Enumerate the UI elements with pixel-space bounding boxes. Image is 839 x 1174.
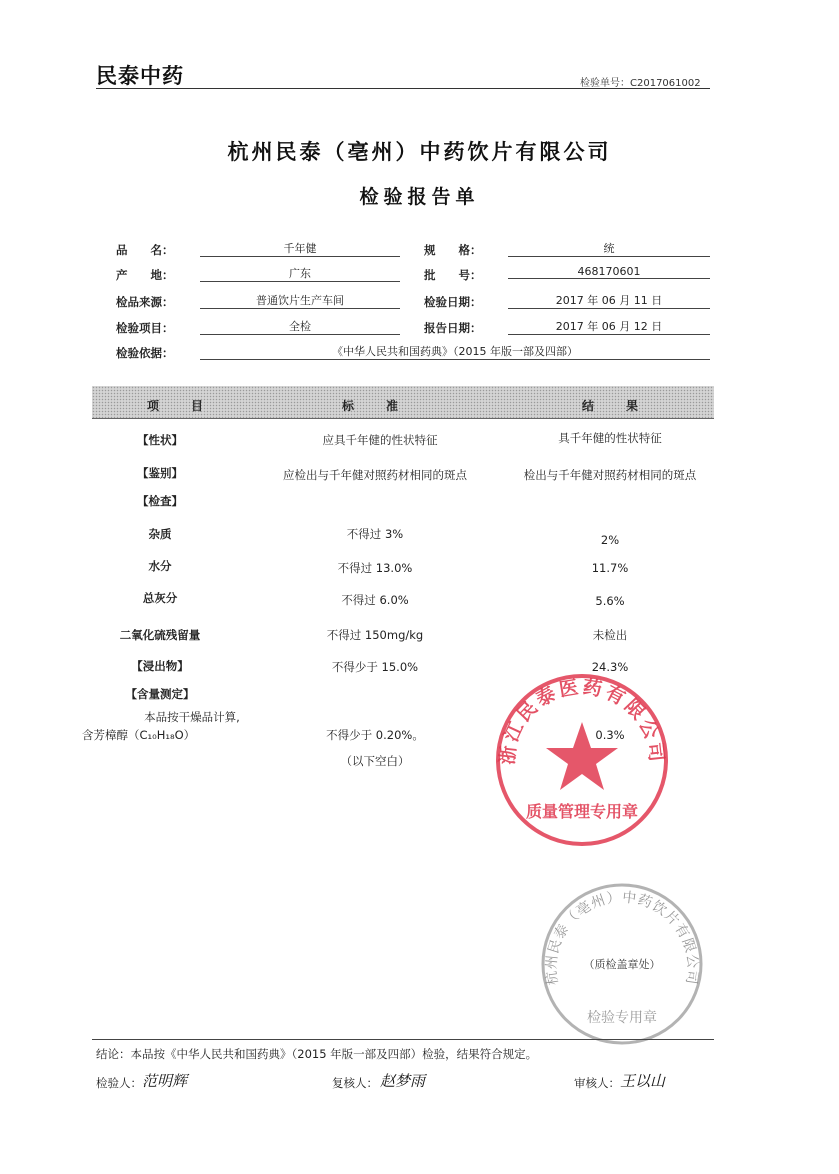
document-title: 检验报告单 — [359, 186, 480, 208]
row-item: 杂质 — [148, 527, 172, 541]
name-label: 品 名： — [116, 243, 174, 257]
inspect-date-value: 2017 年 06 月 11 日 — [508, 292, 710, 309]
spec-label: 规 格： — [424, 243, 482, 257]
origin-value: 广东 — [200, 265, 400, 282]
row-result: 24.3% — [591, 660, 629, 674]
row-standard: 不得过 3% — [346, 527, 404, 541]
basis-label: 检验依据： — [116, 346, 174, 360]
col-item-header: 项 目 — [146, 399, 213, 413]
col-result-header: 结 果 — [581, 399, 648, 413]
row-standard: 应检出与千年健对照药材相同的斑点 — [283, 468, 467, 482]
items-label: 检验项目： — [116, 321, 174, 335]
basis-value: 《中华人民共和国药典》（2015 年版一部及四部） — [200, 343, 710, 360]
row-result: 5.6% — [595, 594, 625, 608]
quality-stamp-inner-text: 质量管理专用章 — [525, 802, 639, 821]
report-date-value: 2017 年 06 月 12 日 — [508, 318, 710, 335]
row-standard: 不得过 6.0% — [341, 593, 409, 607]
row-item: 【检查】 — [137, 494, 183, 508]
items-value: 全检 — [200, 318, 400, 335]
row-item: 【浸出物】 — [131, 659, 189, 673]
approver-signature: 王以山 — [620, 1072, 666, 1090]
spec-value: 统 — [508, 240, 710, 257]
star-icon — [546, 722, 618, 790]
row-item: 总灰分 — [142, 591, 178, 605]
svg-text:杭州民泰（亳州）中药饮片有限公司 — [543, 889, 701, 987]
assay-standard: 不得少于 0.20%。 — [326, 728, 424, 742]
blank-note: （以下空白） — [340, 754, 410, 768]
assay-line-1: 本品按干燥品计算, — [144, 710, 240, 724]
footer-divider — [92, 1039, 714, 1040]
source-label: 检品来源： — [116, 295, 174, 309]
origin-label: 产 地： — [116, 268, 174, 282]
source-value: 普通饮片生产车间 — [200, 292, 400, 309]
col-standard-header: 标 准 — [341, 399, 408, 413]
reviewer-label: 复核人： — [332, 1076, 378, 1090]
inspection-stamp-inner-text: 检验专用章 — [587, 1010, 657, 1026]
company-name: 杭州民泰（亳州）中药饮片有限公司 — [227, 140, 612, 164]
inspector-signature: 范明辉 — [142, 1072, 188, 1090]
inspector-label: 检验人： — [96, 1076, 142, 1090]
name-value: 千年健 — [200, 240, 400, 257]
row-result: 检出与千年健对照药材相同的斑点 — [523, 468, 697, 482]
row-item: 水分 — [148, 559, 172, 573]
batch-label: 批 号： — [424, 268, 482, 282]
conclusion: 结论：本品按《中华人民共和国药典》（2015 年版一部及四部）检验，结果符合规定。 — [96, 1047, 538, 1061]
reviewer-signature: 赵梦雨 — [380, 1072, 426, 1090]
quality-stamp-outer-text: 浙江民泰医药有限公司 — [496, 675, 668, 766]
stamp-placeholder-text: （质检盖章处） — [583, 958, 661, 971]
assay-line-2: 含芳樟醇（C₁₀H₁₈O） — [82, 728, 196, 742]
report-number: 检验单号：C2017061002 — [580, 78, 701, 89]
batch-value: 468170601 — [508, 265, 710, 279]
row-item: 【鉴别】 — [137, 466, 183, 480]
row-item: 二氧化硫残留量 — [119, 628, 201, 642]
inspect-date-label: 检验日期： — [424, 295, 482, 309]
row-result: 未检出 — [592, 628, 628, 642]
row-result: 11.7% — [591, 561, 629, 575]
row-result: 2% — [600, 533, 620, 547]
row-result: 具千年健的性状特征 — [558, 431, 662, 445]
row-standard: 不得过 150mg/kg — [326, 628, 424, 642]
report-date-label: 报告日期： — [424, 321, 482, 335]
quality-stamp — [492, 670, 672, 850]
row-standard: 应具千年健的性状特征 — [322, 433, 438, 447]
assay-result: 0.3% — [595, 728, 625, 742]
inspection-stamp-outer-text: 杭州民泰（亳州）中药饮片有限公司 — [543, 889, 701, 987]
header-divider — [96, 88, 710, 89]
company-logo: 民泰中药 — [96, 63, 184, 88]
approver-label: 审核人： — [574, 1076, 620, 1090]
row-standard: 不得过 13.0% — [337, 561, 413, 575]
row-standard: 不得少于 15.0% — [331, 660, 419, 674]
row-item: 【含量测定】 — [125, 687, 195, 701]
inspection-stamp — [538, 880, 706, 1048]
row-item: 【性状】 — [137, 433, 183, 447]
